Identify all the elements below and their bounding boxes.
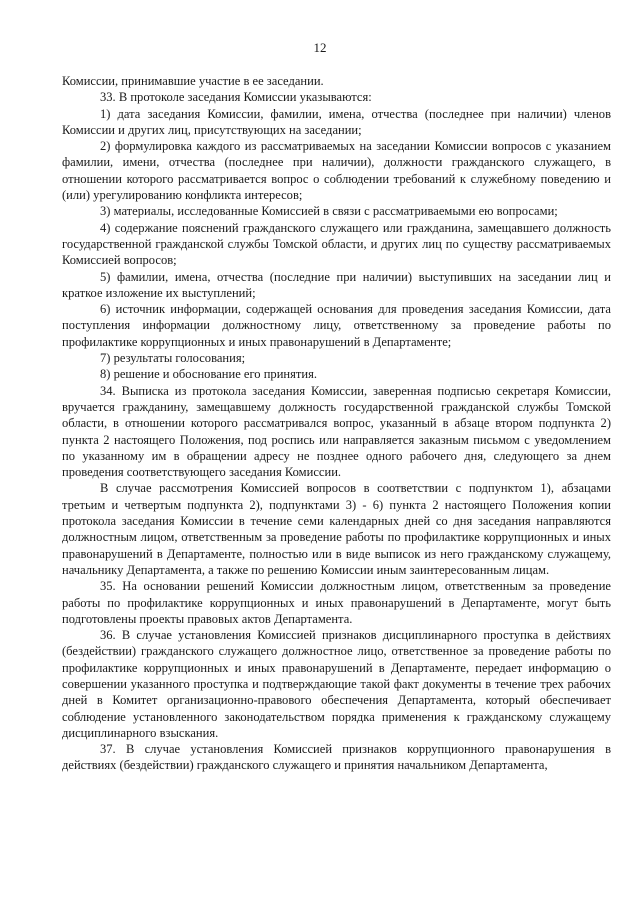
document-body bbox=[62, 73, 611, 774]
paragraph-item-37: 37. В случае установления Комиссией признаков коррупционного правонарушения в действиях (бездействии) гражданского служащего и принятия начальником Департамента, bbox=[62, 742, 611, 773]
paragraph-continuation: Комиссии, принимавшие участие в ее заседании. bbox=[62, 74, 324, 88]
paragraph-subitem-1: 1) дата заседания Комиссии, фамилии, имена, отчества (последнее при наличии) членов Комиссии и других лиц, присутствующих на заседании; bbox=[62, 106, 611, 137]
paragraph-subitem-8: 8) решение и обоснование его принятия. bbox=[100, 367, 318, 382]
paragraph-item-34: 34. Выписка из протокола заседания Комиссии, заверенная подписью секретаря Комиссии, вручается гражданину, замещавшему должность государственной гражданской службы Томской области, в отношении которого рассматривался вопрос, указанный в абзаце втором подпункта 2) пункта 2 настоящего Положения, под роспись или направляется заказным письмом с уведомлением по указанному им в обращении адресу не позднее одного рабочего дня, следующего за днем проведения соответствующего заседания Комиссии. bbox=[62, 383, 611, 480]
paragraph-subitem-2: 2) формулировка каждого из рассматриваемых на заседании Комиссии вопросов с указанием фамилии, имени, отчества (последнее при наличии), должности гражданского служащего, в отношении которого рассматривается вопрос о соблюдении требований к служебному поведению и (или) урегулированию конфликта интересов; bbox=[62, 139, 611, 203]
page-number: 12 bbox=[313, 40, 327, 55]
paragraph-subitem-6: 6) источник информации, содержащей основания для проведения заседания Комиссии, дата поступления информации должностному лицу, ответственному за проведение работы по профилактике коррупционных и иных правонарушений в Департаменте; bbox=[62, 302, 611, 349]
paragraph-subitem-7: 7) результаты голосования; bbox=[100, 351, 246, 366]
paragraph-item-33: 33. В протоколе заседания Комиссии указываются: bbox=[100, 90, 372, 105]
paragraph-subitem-3: 3) материалы, исследованные Комиссией в связи с рассматриваемыми ею вопросами; bbox=[100, 204, 558, 219]
paragraph-item-36: 36. В случае установления Комиссией признаков дисциплинарного проступка в действиях (бездействии) гражданского служащего должностное лицо, ответственное за проведение работы по профилактике коррупционных и иных правонарушений в Департаменте, передает информацию о совершении указанного проступка и подтверждающие такой факт документы в течение трех рабочих дней в Комитет организационно-правового обеспечения Департамента, который обеспечивает соблюдение установленного законодательством порядка применения к гражданскому служащему дисциплинарного взыскания. bbox=[62, 628, 611, 740]
paragraph-item-34-cont: В случае рассмотрения Комиссией вопросов в соответствии с подпунктом 1), абзацами третьим и четвертым подпункта 2), подпунктами 3) - 6) пункта 2 настоящего Положения копии протокола заседания Комиссии в течение семи календарных дней со дня заседания направляются должностным лицом, ответственным за проведение работы по профилактике коррупционных и иных правонарушений в Департаменте, полностью или в виде выписок из него гражданскому служащему, начальнику Департамента, а также по решению Комиссии иным заинтересованным лицам. bbox=[62, 481, 611, 577]
paragraph-item-35: 35. На основании решений Комиссии должностным лицом, ответственным за проведение работы по профилактике коррупционных и иных правонарушений в Департаменте, могут быть подготовлены проекты правовых актов Департамента. bbox=[62, 579, 611, 626]
paragraph-subitem-4: 4) содержание пояснений гражданского служащего или гражданина, замещавшего должность государственной гражданской службы Томской области, и других лиц по существу рассматриваемых Комиссией вопросов; bbox=[62, 220, 611, 268]
paragraph-subitem-5: 5) фамилии, имена, отчества (последние при наличии) выступивших на заседании лиц и краткое изложение их выступлений; bbox=[62, 269, 611, 300]
